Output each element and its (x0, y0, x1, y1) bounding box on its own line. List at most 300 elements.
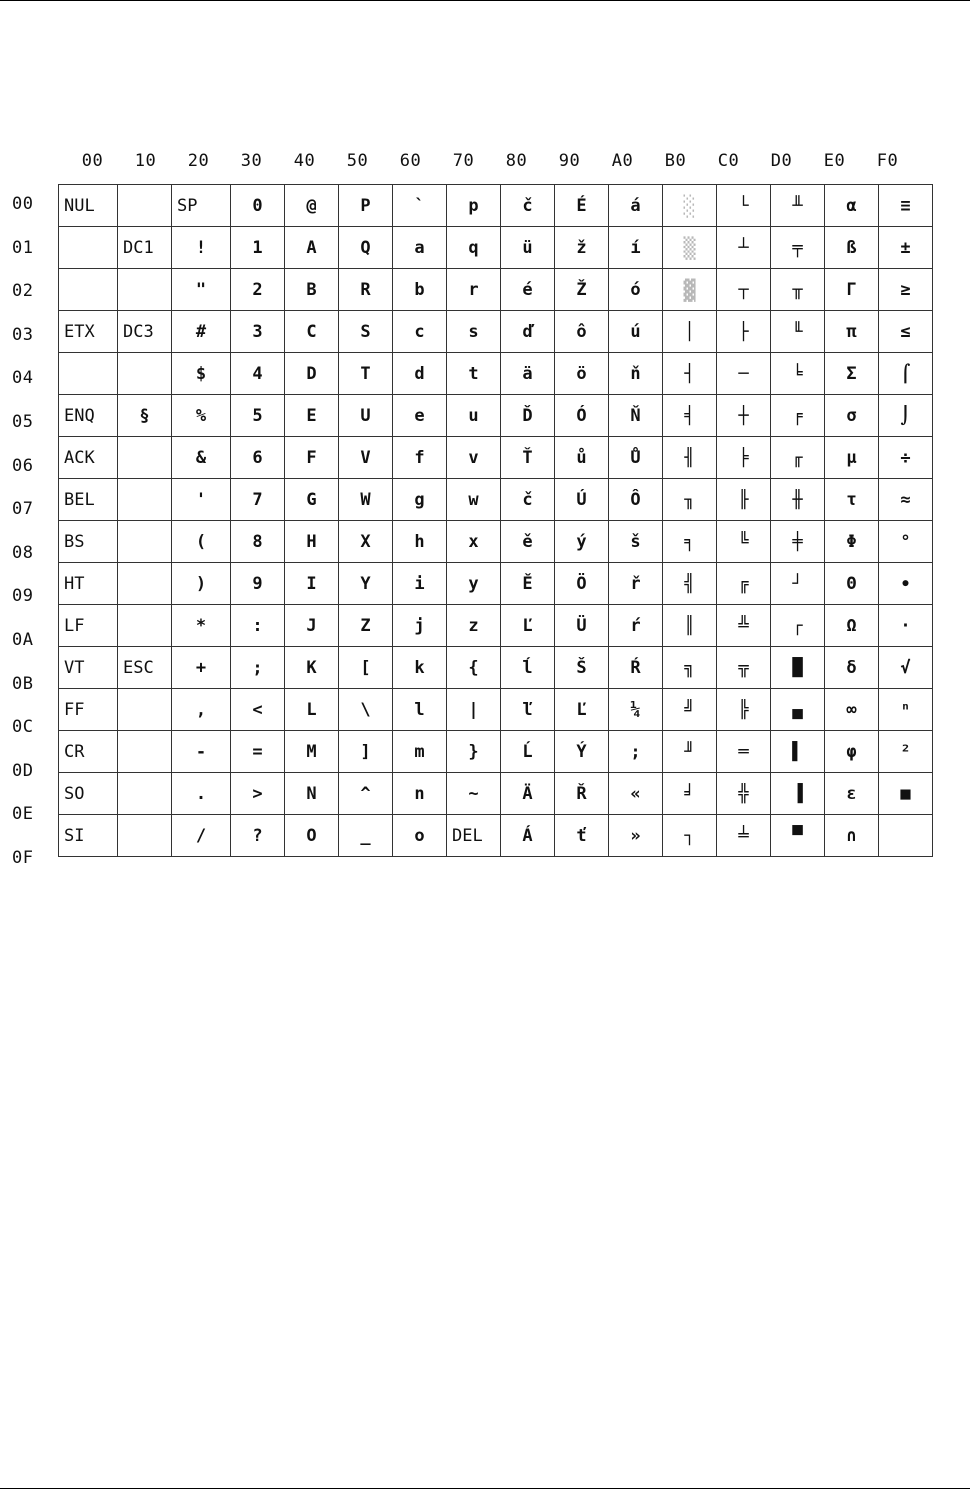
character-cell: ; (231, 647, 285, 689)
character-cell: Ě (501, 563, 555, 605)
character-cell: ESC (118, 647, 172, 689)
column-header: 90 (558, 151, 581, 171)
character-cell: ╡ (663, 395, 717, 437)
character-cell: ACK (59, 437, 118, 479)
character-cell (118, 605, 172, 647)
character-cell: ≥ (879, 269, 933, 311)
character-cell: M (285, 731, 339, 773)
character-cell: N (285, 773, 339, 815)
character-cell: ~ (447, 773, 501, 815)
character-cell: Φ (825, 521, 879, 563)
table-row (59, 185, 933, 227)
character-cell: ě (501, 521, 555, 563)
row-header: 09 (12, 586, 34, 607)
character-cell: » (609, 815, 663, 857)
column-header: 40 (293, 151, 316, 171)
character-cell: Ď (501, 395, 555, 437)
row-header: 0A (12, 629, 34, 650)
character-cell: ≈ (879, 479, 933, 521)
character-cell: ∩ (825, 815, 879, 857)
character-cell: ╙ (771, 311, 825, 353)
character-cell: ┬ (717, 269, 771, 311)
character-cell: d (393, 353, 447, 395)
character-cell: # (172, 311, 231, 353)
character-cell: α (825, 185, 879, 227)
column-header: 30 (240, 151, 263, 171)
column-header: B0 (664, 151, 687, 171)
table-row (59, 227, 933, 269)
character-cell: ] (339, 731, 393, 773)
character-cell: ═ (717, 731, 771, 773)
character-cell: ž (555, 227, 609, 269)
character-cell: 0 (231, 185, 285, 227)
character-cell: Ř (555, 773, 609, 815)
character-cell: ╣ (663, 563, 717, 605)
character-cell: O (285, 815, 339, 857)
character-cell: ť (555, 815, 609, 857)
character-cell: g (393, 479, 447, 521)
character-cell (118, 479, 172, 521)
character-cell: ╦ (717, 647, 771, 689)
table-row (59, 395, 933, 437)
character-cell: √ (879, 647, 933, 689)
row-header: 01 (12, 237, 34, 258)
character-cell: BS (59, 521, 118, 563)
column-header: D0 (770, 151, 793, 171)
character-cell: NUL (59, 185, 118, 227)
character-cell: ╨ (771, 185, 825, 227)
character-cell: ▄ (771, 689, 825, 731)
character-cell: ľ (501, 689, 555, 731)
character-cell: ┌ (771, 605, 825, 647)
character-cell: t (447, 353, 501, 395)
character-cell: v (447, 437, 501, 479)
character-cell: 8 (231, 521, 285, 563)
character-cell: ř (609, 563, 663, 605)
character-cell: - (172, 731, 231, 773)
character-cell: ╛ (663, 773, 717, 815)
table-row (59, 479, 933, 521)
character-cell: Ů (609, 437, 663, 479)
character-cell: ╗ (663, 647, 717, 689)
character-cell: ⌠ (879, 353, 933, 395)
character-cell: BEL (59, 479, 118, 521)
character-cell: V (339, 437, 393, 479)
character-cell: Ö (555, 563, 609, 605)
character-cell: a (393, 227, 447, 269)
character-cell: · (879, 605, 933, 647)
character-cell: n (393, 773, 447, 815)
character-cell: č (501, 479, 555, 521)
character-cell: z (447, 605, 501, 647)
character-cell: ß (825, 227, 879, 269)
table-row (59, 563, 933, 605)
character-cell: r (447, 269, 501, 311)
character-cell: : (231, 605, 285, 647)
character-cell: SO (59, 773, 118, 815)
character-cell: ╚ (717, 521, 771, 563)
character-code-table (58, 184, 933, 857)
character-cell: ╧ (717, 815, 771, 857)
character-cell: ů (555, 437, 609, 479)
character-cell: SI (59, 815, 118, 857)
character-cell: ╢ (663, 437, 717, 479)
character-cell: µ (825, 437, 879, 479)
character-cell: Ŕ (609, 647, 663, 689)
character-cell: , (172, 689, 231, 731)
character-cell: p (447, 185, 501, 227)
character-cell: L (285, 689, 339, 731)
row-header: 08 (12, 542, 34, 563)
character-cell: Á (501, 815, 555, 857)
character-cell: ^ (339, 773, 393, 815)
row-header-column (12, 185, 56, 883)
character-cell: ü (501, 227, 555, 269)
character-cell: ? (231, 815, 285, 857)
character-cell: * (172, 605, 231, 647)
column-header: 10 (134, 151, 157, 171)
character-cell: ! (172, 227, 231, 269)
character-cell: @ (285, 185, 339, 227)
table-row (59, 773, 933, 815)
character-cell: Ý (555, 731, 609, 773)
character-cell: DC3 (118, 311, 172, 353)
character-cell: ╥ (771, 269, 825, 311)
character-cell: ; (609, 731, 663, 773)
character-cell: 5 (231, 395, 285, 437)
column-header: C0 (717, 151, 740, 171)
character-cell: ╩ (717, 605, 771, 647)
table-row (59, 647, 933, 689)
character-cell: l (393, 689, 447, 731)
table-row (59, 311, 933, 353)
character-cell: 9 (231, 563, 285, 605)
character-cell: ó (609, 269, 663, 311)
character-cell: & (172, 437, 231, 479)
character-cell: í (609, 227, 663, 269)
character-cell: ▐ (771, 773, 825, 815)
character-cell: ╕ (663, 521, 717, 563)
character-cell: č (501, 185, 555, 227)
character-cell: ░ (663, 185, 717, 227)
character-cell: f (393, 437, 447, 479)
character-cell: B (285, 269, 339, 311)
table-row (59, 731, 933, 773)
character-cell (879, 815, 933, 857)
row-header: 0D (12, 760, 34, 781)
column-header-row (66, 148, 914, 174)
character-cell: Ú (555, 479, 609, 521)
character-cell (59, 227, 118, 269)
character-cell: ≤ (879, 311, 933, 353)
character-cell: ■ (879, 773, 933, 815)
character-cell: ň (609, 353, 663, 395)
character-cell: S (339, 311, 393, 353)
character-cell: ├ (717, 311, 771, 353)
character-cell: G (285, 479, 339, 521)
character-cell: Y (339, 563, 393, 605)
character-cell: └ (717, 185, 771, 227)
character-cell: 3 (231, 311, 285, 353)
character-cell: ` (393, 185, 447, 227)
row-header: 04 (12, 368, 34, 389)
character-cell: 7 (231, 479, 285, 521)
character-cell: F (285, 437, 339, 479)
character-cell: U (339, 395, 393, 437)
row-header: 05 (12, 411, 34, 432)
character-cell: C (285, 311, 339, 353)
character-cell: Ĺ (501, 731, 555, 773)
character-cell: h (393, 521, 447, 563)
character-cell: ╟ (717, 479, 771, 521)
character-cell: _ (339, 815, 393, 857)
character-cell: ) (172, 563, 231, 605)
character-cell: { (447, 647, 501, 689)
character-cell: $ (172, 353, 231, 395)
character-cell: \ (339, 689, 393, 731)
character-cell: Z (339, 605, 393, 647)
character-cell: e (393, 395, 447, 437)
character-cell: / (172, 815, 231, 857)
character-cell (118, 521, 172, 563)
column-header: 50 (346, 151, 369, 171)
character-cell: ú (609, 311, 663, 353)
character-cell (118, 437, 172, 479)
character-cell: Ω (825, 605, 879, 647)
row-header: 0C (12, 717, 34, 738)
character-cell: φ (825, 731, 879, 773)
character-cell (59, 269, 118, 311)
character-cell: 2 (231, 269, 285, 311)
character-cell: } (447, 731, 501, 773)
character-cell: i (393, 563, 447, 605)
character-cell: ╜ (663, 731, 717, 773)
character-cell: k (393, 647, 447, 689)
character-cell: ô (555, 311, 609, 353)
character-cell: ─ (717, 353, 771, 395)
character-cell: " (172, 269, 231, 311)
character-cell: ä (501, 353, 555, 395)
character-cell: Θ (825, 563, 879, 605)
character-cell: ╖ (663, 479, 717, 521)
character-cell: T (339, 353, 393, 395)
column-header: 00 (81, 151, 104, 171)
table-row (59, 689, 933, 731)
character-cell (118, 773, 172, 815)
character-cell: I (285, 563, 339, 605)
character-cell: . (172, 773, 231, 815)
character-cell: + (172, 647, 231, 689)
character-cell: u (447, 395, 501, 437)
character-cell: ▌ (771, 731, 825, 773)
character-cell: [ (339, 647, 393, 689)
character-cell: é (501, 269, 555, 311)
character-cell: ≡ (879, 185, 933, 227)
bottom-rule (0, 1488, 970, 1489)
character-cell (118, 731, 172, 773)
character-cell: x (447, 521, 501, 563)
character-cell: Ž (555, 269, 609, 311)
character-cell: ý (555, 521, 609, 563)
character-cell: ┴ (717, 227, 771, 269)
character-cell: │ (663, 311, 717, 353)
character-cell: ║ (663, 605, 717, 647)
character-cell: Ľ (555, 689, 609, 731)
character-cell: ŕ (609, 605, 663, 647)
character-cell: % (172, 395, 231, 437)
character-cell: š (609, 521, 663, 563)
character-cell: π (825, 311, 879, 353)
character-cell: É (555, 185, 609, 227)
character-cell: ď (501, 311, 555, 353)
character-cell (118, 689, 172, 731)
character-cell: § (118, 395, 172, 437)
character-cell: ∞ (825, 689, 879, 731)
character-cell: Γ (825, 269, 879, 311)
character-cell: Ü (555, 605, 609, 647)
column-header: 80 (505, 151, 528, 171)
character-cell: W (339, 479, 393, 521)
character-cell (118, 353, 172, 395)
character-cell: 6 (231, 437, 285, 479)
row-header: 0B (12, 673, 34, 694)
column-header: 70 (452, 151, 475, 171)
character-cell: ╬ (717, 773, 771, 815)
row-header: 0E (12, 804, 34, 825)
character-cell: Š (555, 647, 609, 689)
character-cell: Ť (501, 437, 555, 479)
character-cell: ┤ (663, 353, 717, 395)
character-cell (118, 815, 172, 857)
row-header: 0F (12, 847, 34, 868)
character-cell: K (285, 647, 339, 689)
character-cell: H (285, 521, 339, 563)
character-cell: = (231, 731, 285, 773)
character-cell: ╘ (771, 353, 825, 395)
character-cell: « (609, 773, 663, 815)
character-cell: ÷ (879, 437, 933, 479)
character-cell: ╓ (771, 437, 825, 479)
character-cell (118, 185, 172, 227)
character-cell: ┐ (663, 815, 717, 857)
character-cell (118, 269, 172, 311)
character-cell: τ (825, 479, 879, 521)
character-cell: < (231, 689, 285, 731)
character-cell: ε (825, 773, 879, 815)
character-cell (59, 353, 118, 395)
character-cell: ▒ (663, 227, 717, 269)
character-cell: LF (59, 605, 118, 647)
character-cell: δ (825, 647, 879, 689)
character-cell: FF (59, 689, 118, 731)
character-cell: ° (879, 521, 933, 563)
character-cell: X (339, 521, 393, 563)
character-cell: á (609, 185, 663, 227)
character-cell: HT (59, 563, 118, 605)
character-cell: 4 (231, 353, 285, 395)
character-cell: ENQ (59, 395, 118, 437)
character-cell: c (393, 311, 447, 353)
character-cell: > (231, 773, 285, 815)
character-cell: j (393, 605, 447, 647)
character-cell: q (447, 227, 501, 269)
character-cell: ¼ (609, 689, 663, 731)
character-cell: m (393, 731, 447, 773)
character-cell (118, 563, 172, 605)
character-cell: ▀ (771, 815, 825, 857)
character-cell: ╝ (663, 689, 717, 731)
character-cell: ĺ (501, 647, 555, 689)
table-row (59, 353, 933, 395)
character-cell: ▓ (663, 269, 717, 311)
character-cell: R (339, 269, 393, 311)
character-cell: o (393, 815, 447, 857)
character-cell: J (285, 605, 339, 647)
table-row (59, 605, 933, 647)
character-cell: Q (339, 227, 393, 269)
character-cell: Ň (609, 395, 663, 437)
character-cell: y (447, 563, 501, 605)
character-cell: ⁿ (879, 689, 933, 731)
character-cell: D (285, 353, 339, 395)
character-cell: SP (172, 185, 231, 227)
row-header: 02 (12, 281, 34, 302)
character-cell: σ (825, 395, 879, 437)
top-rule (0, 0, 970, 1)
character-cell: ∙ (879, 563, 933, 605)
character-cell: ╞ (717, 437, 771, 479)
character-cell: ( (172, 521, 231, 563)
column-header: 20 (187, 151, 210, 171)
character-cell: b (393, 269, 447, 311)
column-header: 60 (399, 151, 422, 171)
character-cell: Ó (555, 395, 609, 437)
row-header: 07 (12, 499, 34, 520)
column-header: A0 (611, 151, 634, 171)
character-cell: DC1 (118, 227, 172, 269)
character-cell: VT (59, 647, 118, 689)
character-cell: ² (879, 731, 933, 773)
character-cell: ⌡ (879, 395, 933, 437)
character-cell: A (285, 227, 339, 269)
character-cell: ETX (59, 311, 118, 353)
character-cell: ' (172, 479, 231, 521)
character-cell: ö (555, 353, 609, 395)
character-cell: ╫ (771, 479, 825, 521)
character-cell: E (285, 395, 339, 437)
character-cell: P (339, 185, 393, 227)
character-cell: █ (771, 647, 825, 689)
column-header: F0 (876, 151, 899, 171)
character-cell: ┼ (717, 395, 771, 437)
row-header: 06 (12, 455, 34, 476)
character-cell: DEL (447, 815, 501, 857)
character-cell: CR (59, 731, 118, 773)
character-cell: ╔ (717, 563, 771, 605)
table-row (59, 437, 933, 479)
character-cell: Σ (825, 353, 879, 395)
character-cell: Ľ (501, 605, 555, 647)
character-cell: Ô (609, 479, 663, 521)
table-row (59, 815, 933, 857)
character-cell: s (447, 311, 501, 353)
character-cell: | (447, 689, 501, 731)
character-cell: ┘ (771, 563, 825, 605)
character-cell: ± (879, 227, 933, 269)
character-cell: ╠ (717, 689, 771, 731)
table-row (59, 521, 933, 563)
character-cell: 1 (231, 227, 285, 269)
